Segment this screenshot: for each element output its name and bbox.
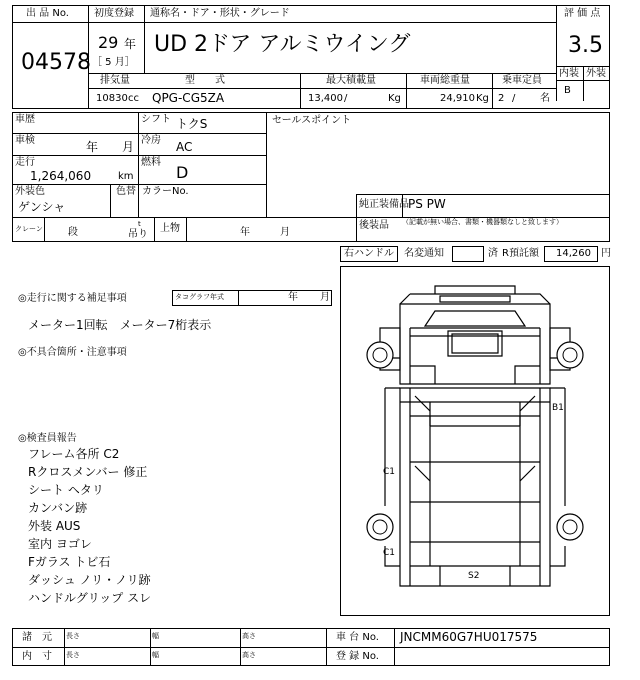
inspection-label: 車検 <box>15 135 35 146</box>
vehicle-name: UD 2ドア アルミウイング <box>154 32 411 57</box>
shift-value: トクS <box>176 117 208 131</box>
crane-stage: 段 <box>68 227 78 238</box>
name-change-label: 名変通知 <box>404 248 444 259</box>
diagram-mark: C1 <box>383 467 396 477</box>
model-label: 型 式 <box>185 75 225 86</box>
sales-point-label: セールスポイント <box>272 115 352 126</box>
color-code-label: カラーNo. <box>142 186 189 197</box>
aftermarket-note: （記載が無い場合、書類・機器類なしと致します） <box>402 218 563 226</box>
lot-label: 出 品 No. <box>26 8 69 19</box>
footer-height-label: 高さ <box>242 632 256 640</box>
capacity-slash: / <box>512 93 516 104</box>
reg-year: 29 <box>98 33 119 52</box>
equipment-value: PS PW <box>408 197 446 211</box>
crane-top-label: 上物 <box>160 223 180 234</box>
crane-label: クレーン <box>15 225 43 233</box>
score-label: 評 価 点 <box>564 8 601 19</box>
color-change-label: 色替 <box>116 186 136 197</box>
displacement-value: 10830 <box>96 93 128 104</box>
name-change-box <box>452 246 484 262</box>
score-value: 3.5 <box>568 33 603 58</box>
recycle-label: R預託額 <box>502 248 539 259</box>
diagram-mark: C1 <box>383 548 396 558</box>
inspector-title: ◎検査員報告 <box>18 433 77 444</box>
max-load-label: 最大積載量 <box>326 75 376 86</box>
inspector-line: ダッシュ ノリ・ノリ跡 <box>28 573 151 587</box>
color-value: ゲンシャ <box>18 200 66 214</box>
aircon-label: 冷房 <box>141 135 161 146</box>
crane-year: 年 <box>240 227 250 238</box>
interior-grade: B <box>564 85 571 96</box>
footer-length-label: 長さ <box>66 651 80 659</box>
footer-width-label: 幅 <box>152 632 159 640</box>
gross-weight-label: 車両総重量 <box>420 75 470 86</box>
recycle-prefix: 済 <box>488 248 498 259</box>
tachograph-month: 月 <box>320 292 330 303</box>
crane-hang: 吊り <box>128 229 148 240</box>
mileage-value: 1,264,060 <box>30 169 92 183</box>
name-label: 通称名・ドア・形状・グレード <box>150 8 290 19</box>
chassis-label: 車 台 No. <box>336 632 379 643</box>
rhd-label: 右ハンドル <box>344 248 394 259</box>
reg-month: ［ 5 月］ <box>92 57 135 68</box>
shift-label: シフト <box>141 114 171 125</box>
defects-title: ◎不具合箇所・注意事項 <box>18 347 127 358</box>
exterior-label: 外装 <box>586 68 606 79</box>
fuel-value: D <box>176 163 189 182</box>
footer-width-label: 幅 <box>152 651 159 659</box>
displacement-label: 排気量 <box>100 75 130 86</box>
aircon-value: AC <box>176 140 193 154</box>
chassis-value: JNCMM60G7HU017575 <box>400 630 538 644</box>
tachograph-label: タコグラフ年式 <box>175 293 224 301</box>
supplement-text: メーター1回転 メーター7桁表示 <box>28 318 212 332</box>
equipment-label: 純正装備品 <box>359 199 409 210</box>
recycle-unit: 円 <box>601 248 611 259</box>
reg-label: 初度登録 <box>94 8 134 19</box>
crane-month: 月 <box>280 227 290 238</box>
inspector-line: ハンドルグリップ スレ <box>28 591 152 605</box>
mileage-unit: km <box>118 171 134 182</box>
diagram-mark: S2 <box>468 571 480 581</box>
footer-inner-label: 内 寸 <box>22 651 52 662</box>
tachograph-year: 年 <box>288 292 298 303</box>
gross-weight-value: 24,910 <box>440 93 475 104</box>
mileage-label: 走行 <box>15 157 35 168</box>
inspector-line: カンバン跡 <box>28 501 88 515</box>
footer-length-label: 長さ <box>66 632 80 640</box>
capacity-unit: 名 <box>540 93 550 104</box>
max-load-slash: / <box>344 93 348 104</box>
crane-ton: t <box>138 220 141 228</box>
fuel-label: 燃料 <box>141 157 161 168</box>
reg-year-unit: 年 <box>124 37 137 51</box>
reg-no-label: 登 録 No. <box>336 651 379 662</box>
footer-spec-label: 諸 元 <box>22 632 52 643</box>
inspector-line: 室内 ヨゴレ <box>28 537 92 551</box>
recycle-value: 14,260 <box>556 248 591 259</box>
inspector-line: Fガラス トビ石 <box>28 555 111 569</box>
inspector-line: シート ヘタリ <box>28 483 104 497</box>
supplement-title: ◎走行に関する補足事項 <box>18 293 127 304</box>
aftermarket-label: 後装品 <box>359 220 389 231</box>
inspection-month: 月 <box>122 140 135 154</box>
truck-diagram <box>340 266 610 616</box>
interior-label: 内装 <box>559 68 579 79</box>
displacement-unit: cc <box>128 93 139 104</box>
color-label: 外装色 <box>15 186 45 197</box>
gross-weight-unit: Kg <box>476 93 489 104</box>
diagram-mark: B1 <box>552 403 564 413</box>
model-value: QPG-CG5ZA <box>152 91 225 105</box>
inspection-year: 年 <box>86 140 99 154</box>
inspector-line: 外装 AUS <box>28 519 81 533</box>
history-label: 車歴 <box>15 114 35 125</box>
inspector-line: Rクロスメンバー 修正 <box>28 465 148 479</box>
max-load-unit: Kg <box>388 93 401 104</box>
inspector-line: フレーム各所 C2 <box>28 447 120 461</box>
max-load-value: 13,400 <box>308 93 343 104</box>
capacity-label: 乗車定員 <box>502 75 542 86</box>
footer-height-label: 高さ <box>242 651 256 659</box>
lot-number: 04578 <box>21 50 91 75</box>
capacity-value: 2 <box>498 93 505 104</box>
